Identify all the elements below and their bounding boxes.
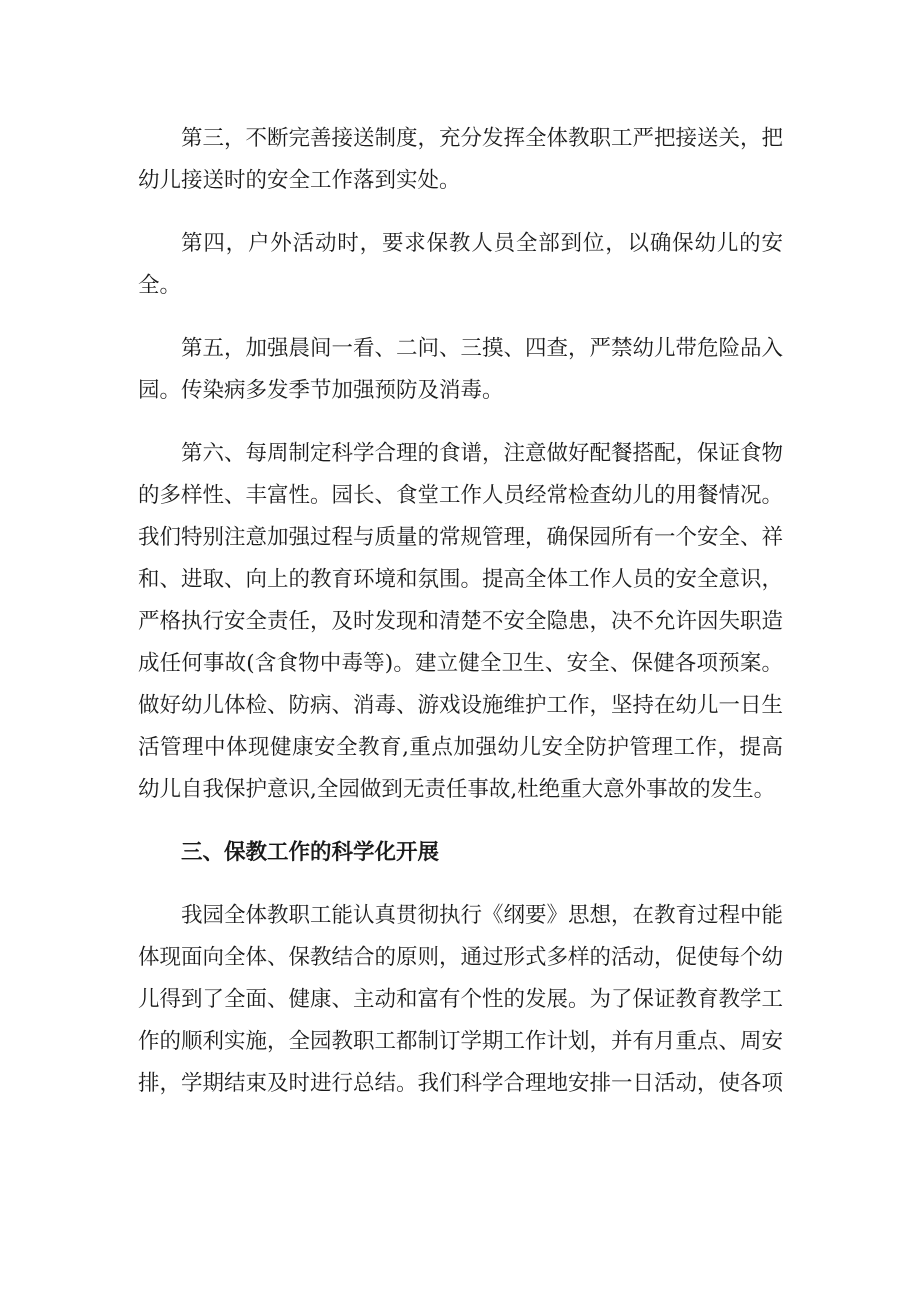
paragraph-weekly-menu: 第六、每周制定科学合理的食谱，注意做好配餐搭配，保证食物的多样性、丰富性。园长、食堂工作人员经常检查幼儿的用餐情况。我们特别注意加强过程与质量的常规管理，确保园所有一个安全、祥和、进取、向上的教育环境和氛围。提高全体工作人员的安全意识，严格执行安全责任，及时发现和清楚不安全隐患，决不允许因失职造成任何事故(含食物中毒等)。建立健全卫生、安全、保健各项预案。做好幼儿体检、防病、消毒、游戏设施维护工作，坚持在幼儿一日生活管理中体现健康安全教育,重点加强幼儿安全防护管理工作，提高幼儿自我保护意识,全园做到无责任事故,杜绝重大意外事故的发生。 <box>138 441 784 802</box>
paragraph-outdoor-activity: 第四，户外活动时，要求保教人员全部到位，以确保幼儿的安全。 <box>138 231 783 298</box>
document-body <box>138 118 783 1126</box>
section-heading: 三、保教工作的科学化开展 <box>181 840 440 865</box>
paragraph-morning-check: 第五，加强晨间一看、二问、三摸、四查，严禁幼儿带危险品入园。传染病多发季节加强预防及消毒。 <box>138 336 784 403</box>
paragraph-education-work: 我园全体教职工能认真贯彻执行《纲要》思想，在教育过程中能体现面向全体、保教结合的原则，通过形式多样的活动，促使每个幼儿得到了全面、健康、主动和富有个性的发展。为了保证教育教学工作的顺利实施，全园教职工都制订学期工作计划，并有月重点、周安排，学期结束及时进行总结。我们科学合理地安排一日活动，使各项 <box>138 903 784 1096</box>
paragraph-pickup-system: 第三，不断完善接送制度，充分发挥全体教职工严把接送关，把幼儿接送时的安全工作落到实处。 <box>138 126 784 193</box>
